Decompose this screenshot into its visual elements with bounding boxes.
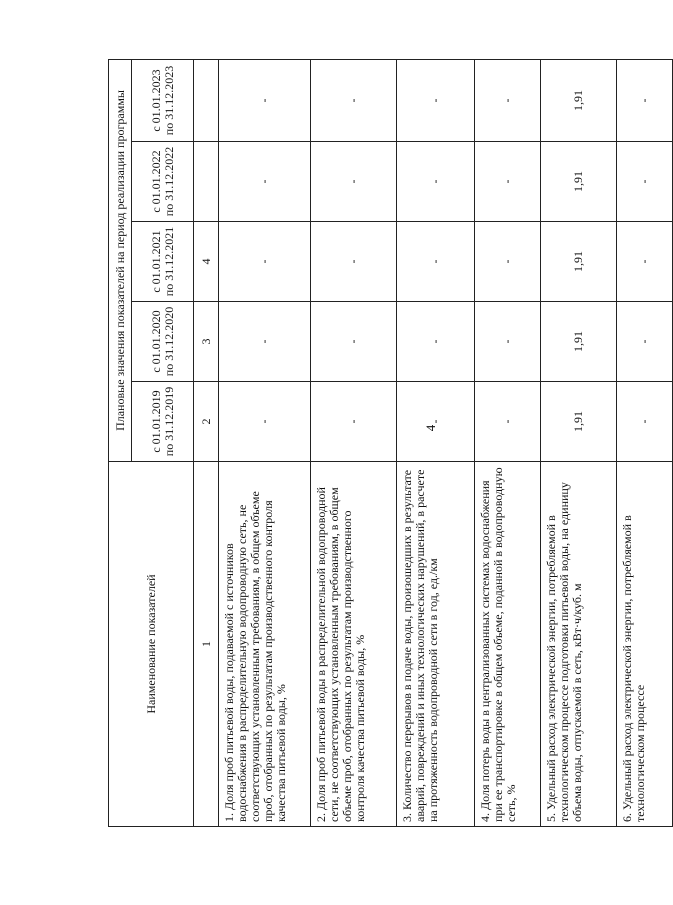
column-number	[194, 59, 219, 141]
indicator-name: 4. Доля потерь воды в централизованных системах водоснабжения при ее транспортировке в общем объеме, поданной в водопроводную сеть, %	[475, 462, 541, 827]
indicator-value: -	[475, 302, 541, 382]
indicator-value: -	[311, 302, 397, 382]
column-number: 2	[194, 382, 219, 462]
planned-values-header: Плановые значения показателей на период реализации программы	[109, 59, 132, 461]
table-row	[475, 59, 541, 826]
indicator-value: 1,91	[541, 59, 617, 141]
indicator-value: -	[219, 302, 311, 382]
period-header: с 01.01.2020 по 31.12.2020	[132, 302, 194, 382]
indicator-name: 1. Доля проб питьевой воды, подаваемой с источников водоснабжения в распределительную водопроводную сеть, не соответствующих установленным требованиям, в общем объеме проб, отобранных по результатам производственного контроля качества питьевой воды, %	[219, 462, 311, 827]
column-number	[194, 142, 219, 222]
indicator-value: -	[311, 382, 397, 462]
indicator-name: 2. Доля проб питьевой воды в распределительной водопроводной сети, не соответствующих установленным требованиям, в общем объеме проб, отобранных по результатам производственного контроля качества питьевой воды, %	[311, 462, 397, 827]
rotated-table-container	[108, 60, 651, 827]
column-number: 3	[194, 302, 219, 382]
indicator-name: 5. Удельный расход электрической энергии, потребляемой в технологическом процессе подготовки питьевой воды, на единицу объема воды, отпускаемой в сеть, кВт·ч/куб. м	[541, 462, 617, 827]
period-header: с 01.01.2021 по 31.12.2021	[132, 222, 194, 302]
table-row	[219, 59, 311, 826]
indicator-value: -	[475, 59, 541, 141]
indicator-name: 3. Количество перерывов в подаче воды, произошедших в результате аварий, повреждений и иных технологических нарушений, в расчете на протяженность водопроводной сети в год, ед./км	[397, 462, 475, 827]
column-number: 1	[194, 462, 219, 827]
indicator-value: -	[617, 382, 673, 462]
indicator-value: 1,91	[541, 142, 617, 222]
indicator-value: 1,91	[541, 302, 617, 382]
period-header: с 01.01.2022 по 31.12.2022	[132, 142, 194, 222]
indicator-value: -	[219, 59, 311, 141]
indicator-value: -	[219, 142, 311, 222]
indicator-value: -	[311, 142, 397, 222]
period-header: с 01.01.2023 по 31.12.2023	[132, 59, 194, 141]
indicators-table	[108, 59, 673, 827]
table-row	[541, 59, 617, 826]
indicator-name: 6. Удельный расход электрической энергии, потребляемой в технологическом процессе	[617, 462, 673, 827]
indicator-value: 1,91	[541, 222, 617, 302]
indicator-value: -	[397, 59, 475, 141]
indicator-value: -	[311, 222, 397, 302]
indicator-value: -	[397, 382, 475, 462]
indicator-value: -	[475, 222, 541, 302]
table-row	[397, 59, 475, 826]
indicator-value: -	[617, 59, 673, 141]
indicator-value: -	[617, 142, 673, 222]
column-number: 4	[194, 222, 219, 302]
period-header: с 01.01.2019 по 31.12.2019	[132, 382, 194, 462]
indicator-name-header: Наименование показателей	[109, 462, 194, 827]
indicator-value: -	[475, 382, 541, 462]
indicator-value: -	[311, 59, 397, 141]
table-row	[311, 59, 397, 826]
indicator-value: 1,91	[541, 382, 617, 462]
indicator-value: -	[617, 222, 673, 302]
page-number: 4	[423, 424, 438, 432]
column-number-row	[194, 59, 219, 826]
table-row	[617, 59, 673, 826]
indicator-value: -	[219, 222, 311, 302]
indicator-value: -	[219, 382, 311, 462]
indicator-value: -	[397, 222, 475, 302]
indicator-value: -	[475, 142, 541, 222]
indicator-value: -	[397, 142, 475, 222]
indicator-value: -	[617, 302, 673, 382]
indicator-value: -	[397, 302, 475, 382]
